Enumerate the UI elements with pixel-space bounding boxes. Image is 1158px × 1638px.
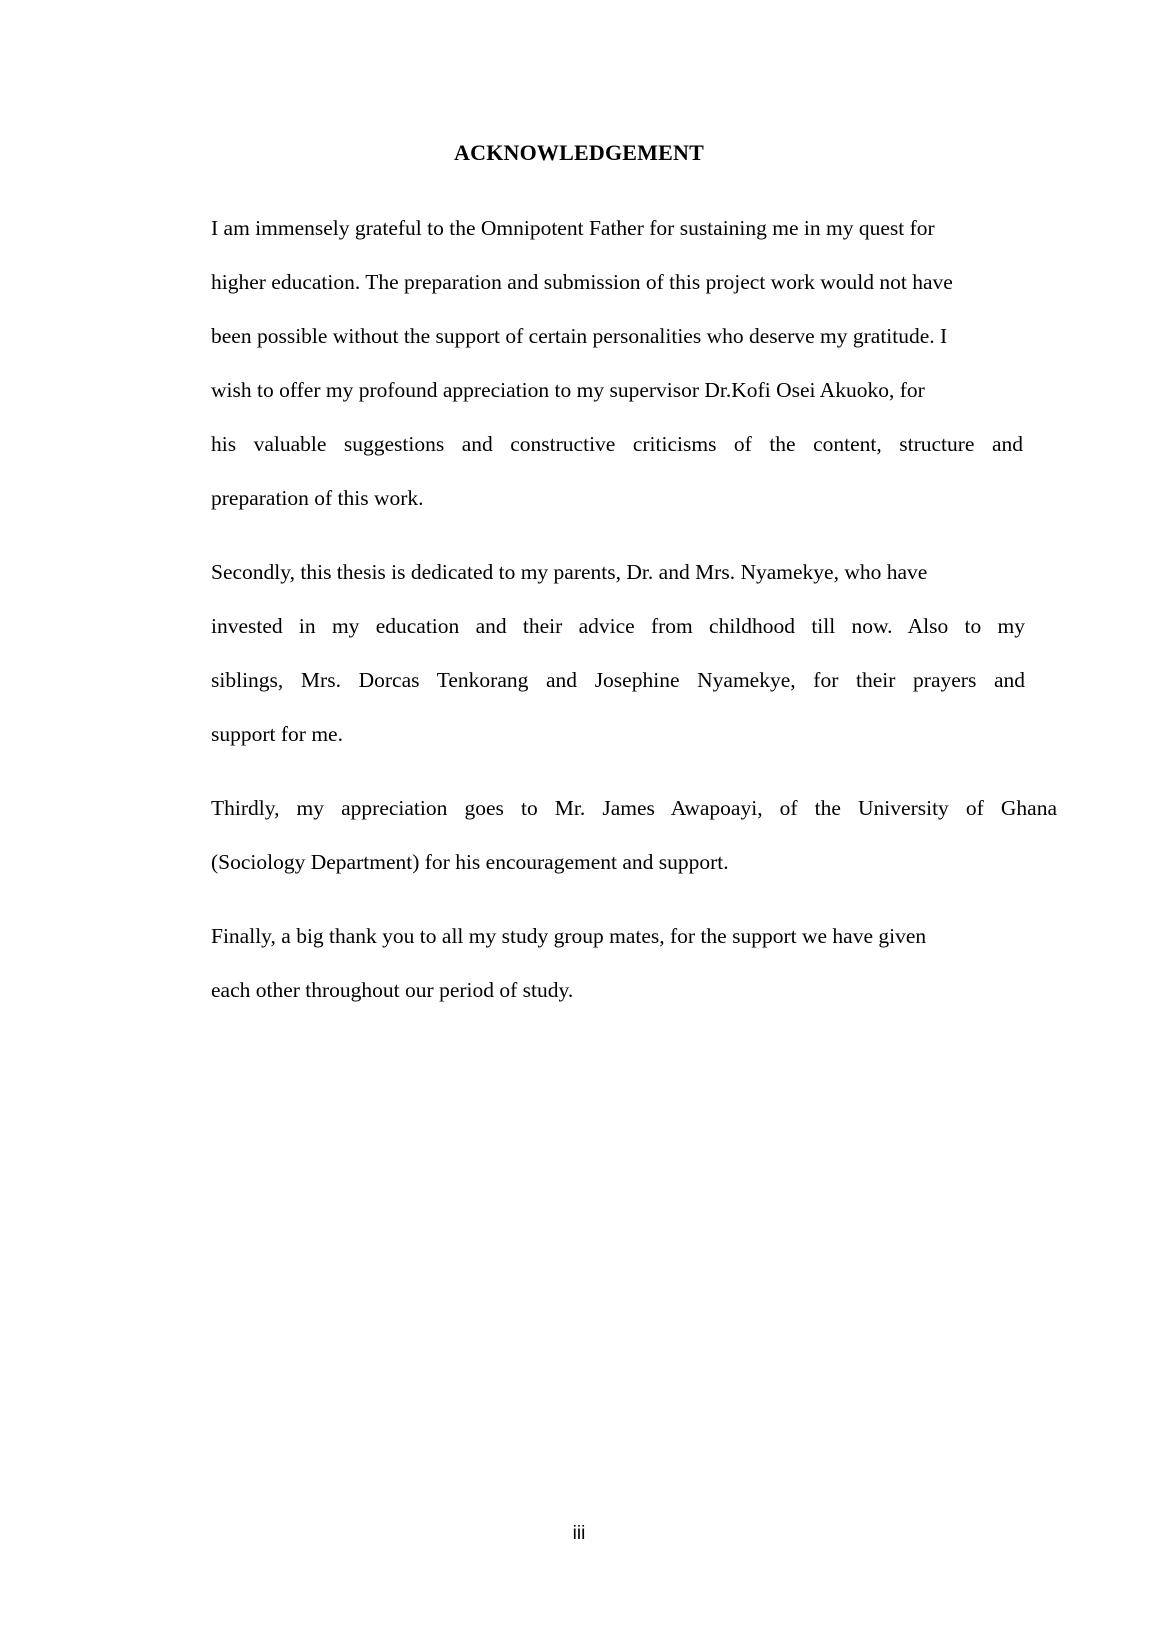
- paragraph-line: been possible without the support of certain personalities who deserve my gratitude. I: [211, 324, 948, 348]
- paragraph-line: Secondly, this thesis is dedicated to my parents, Dr. and Mrs. Nyamekye, who have: [211, 560, 928, 584]
- paragraph-study-group: [211, 909, 1023, 1017]
- paragraph-line: Finally, a big thank you to all my study group mates, for the support we have given: [211, 924, 927, 948]
- page-number: iii: [572, 1523, 586, 1544]
- paragraph-appreciation: [211, 781, 1057, 889]
- paragraph-line: preparation of this work.: [211, 486, 424, 510]
- paragraph-line: Thirdly, my appreciation goes to Mr. James Awapoayi, of the University of Ghana: [211, 796, 1057, 820]
- page-title: ACKNOWLEDGEMENT: [454, 140, 704, 165]
- paragraph-line: his valuable suggestions and constructive criticisms of the content, structure and: [211, 432, 1023, 456]
- paragraph-line: support for me.: [211, 722, 343, 746]
- paragraph-line: wish to offer my profound appreciation to my supervisor Dr.Kofi Osei Akuoko, for: [211, 378, 925, 402]
- paragraph-line: siblings, Mrs. Dorcas Tenkorang and Josephine Nyamekye, for their prayers and: [211, 668, 1025, 692]
- paragraph-gratitude: [211, 201, 1023, 525]
- paragraph-line: each other throughout our period of study.: [211, 978, 574, 1002]
- paragraph-line: I am immensely grateful to the Omnipotent Father for sustaining me in my quest for: [211, 216, 935, 240]
- paragraph-line: invested in my education and their advice from childhood till now. Also to my: [211, 614, 1025, 638]
- paragraph-line: higher education. The preparation and submission of this project work would not have: [211, 270, 953, 294]
- paragraph-line: (Sociology Department) for his encouragement and support.: [211, 850, 729, 874]
- paragraph-parents: [211, 545, 1025, 761]
